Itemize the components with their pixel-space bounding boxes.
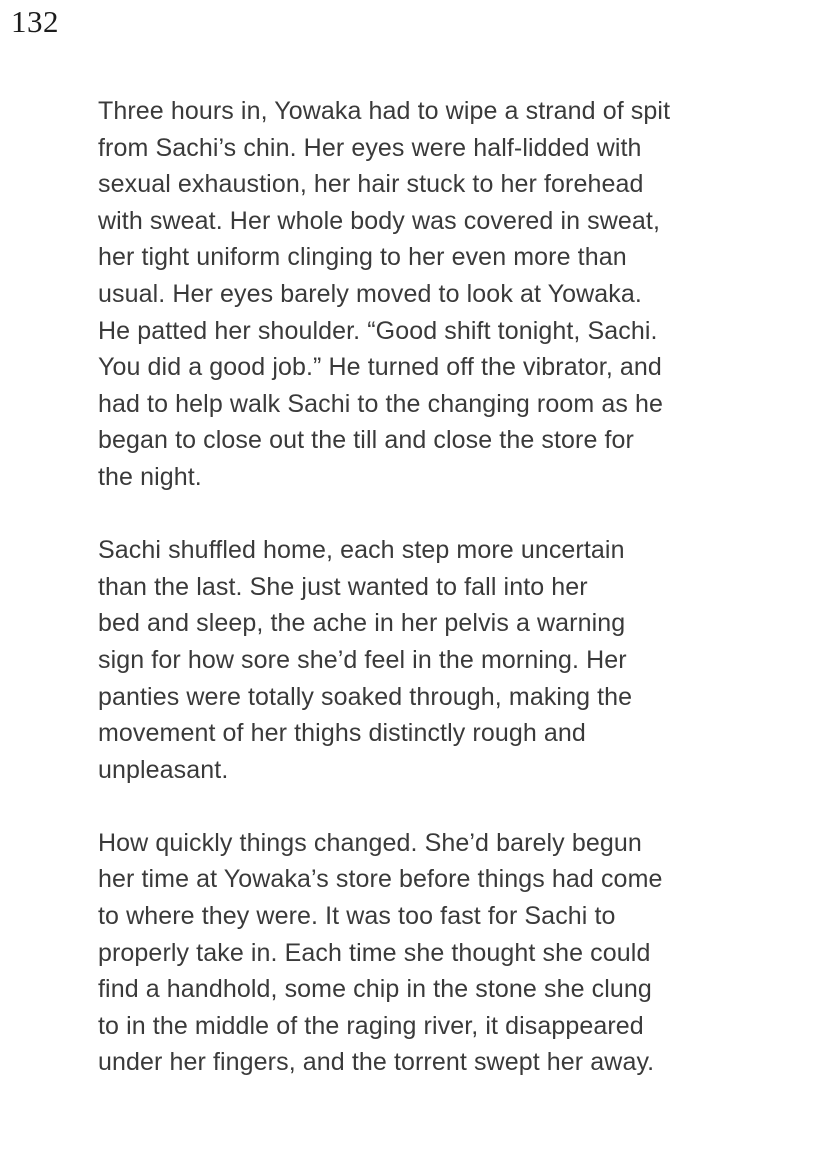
- text-line: You did a good job.” He turned off the vibrator, and: [98, 353, 662, 382]
- page-number: 132: [11, 4, 59, 39]
- paragraph: [98, 93, 758, 496]
- paragraph: [98, 825, 758, 1081]
- text-line: under her fingers, and the torrent swept her away.: [98, 1048, 655, 1077]
- text-line: from Sachi’s chin. Her eyes were half-lidded with: [98, 133, 642, 162]
- text-line: her tight uniform clinging to her even more than: [98, 243, 627, 272]
- text-line: How quickly things changed. She’d barely begun: [98, 828, 642, 857]
- text-line: with sweat. Her whole body was covered in sweat,: [98, 206, 661, 235]
- page-text-content: [98, 93, 758, 1081]
- text-line: her time at Yowaka’s store before things had come: [98, 865, 663, 894]
- text-line: properly take in. Each time she thought she could: [98, 938, 651, 967]
- text-line: to where they were. It was too fast for Sachi to: [98, 902, 616, 931]
- text-line: sexual exhaustion, her hair stuck to her forehead: [98, 170, 644, 199]
- text-line: than the last. She just wanted to fall into her: [98, 572, 588, 601]
- text-line: find a handhold, some chip in the stone she clung: [98, 975, 652, 1004]
- paragraph: [98, 532, 758, 788]
- text-line: movement of her thighs distinctly rough and: [98, 719, 586, 748]
- text-line: Sachi shuffled home, each step more uncertain: [98, 536, 625, 565]
- text-line: bed and sleep, the ache in her pelvis a warning: [98, 609, 626, 638]
- text-line: unpleasant.: [98, 755, 229, 784]
- text-line: the night.: [98, 462, 202, 491]
- text-line: usual. Her eyes barely moved to look at Yowaka.: [98, 279, 642, 308]
- text-line: panties were totally soaked through, making the: [98, 682, 633, 711]
- text-line: He patted her shoulder. “Good shift tonight, Sachi.: [98, 316, 658, 345]
- text-line: Three hours in, Yowaka had to wipe a strand of spit: [98, 97, 671, 125]
- text-line: sign for how sore she’d feel in the morning. Her: [98, 645, 627, 674]
- text-line: to in the middle of the raging river, it disappeared: [98, 1011, 644, 1040]
- text-line: had to help walk Sachi to the changing room as he: [98, 389, 663, 418]
- text-line: began to close out the till and close the store for: [98, 426, 634, 455]
